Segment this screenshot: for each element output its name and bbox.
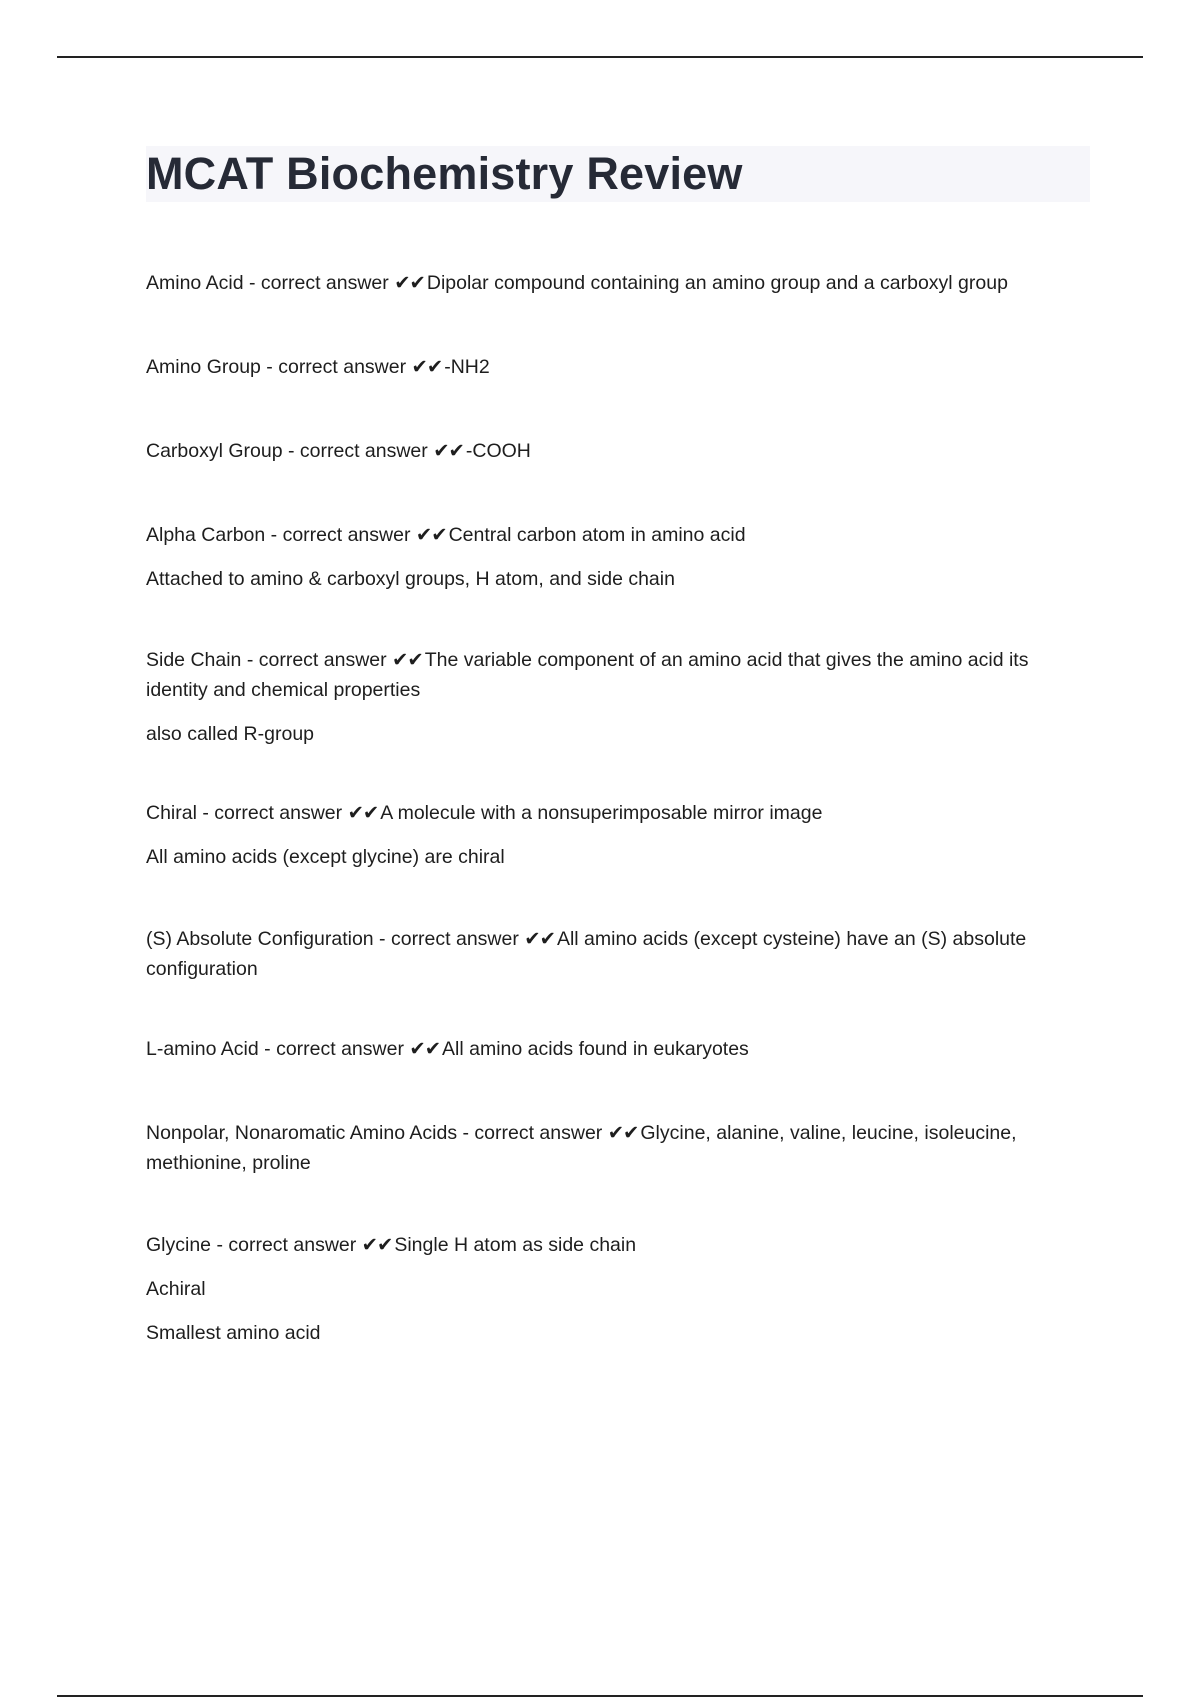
- correct-answer-label: - correct answer: [243, 272, 395, 294]
- flashcard-question-line: [146, 1118, 1090, 1178]
- double-check-icon: ✔✔: [394, 272, 425, 294]
- flashcard-entry: [146, 520, 1090, 594]
- flashcard-question-line: [146, 798, 1090, 828]
- flashcard-question-line: [146, 645, 1090, 705]
- flashcard-entry: [146, 924, 1090, 984]
- flashcard-entry: [146, 436, 1090, 466]
- double-check-icon: ✔✔: [361, 1234, 393, 1256]
- flashcard-term: Glycine: [146, 1234, 212, 1256]
- top-rule: [57, 56, 1143, 58]
- flashcard-question-line: [146, 1034, 1090, 1064]
- flashcard-term: L-amino Acid: [146, 1038, 259, 1060]
- flashcard-question-line: [146, 352, 1090, 382]
- double-check-icon: ✔✔: [347, 802, 379, 824]
- flashcard-term: Amino Group: [146, 356, 261, 378]
- flashcard-term: Alpha Carbon: [146, 524, 266, 546]
- double-check-icon: ✔✔: [415, 524, 447, 546]
- correct-answer-label: - correct answer: [258, 1038, 410, 1060]
- document-title: MCAT Biochemistry Review: [146, 148, 743, 199]
- flashcard-answer: A molecule with a nonsuperimposable mirror image: [380, 802, 823, 824]
- correct-answer-label: - correct answer: [457, 1122, 608, 1144]
- flashcard-note: Attached to amino & carboxyl groups, H atom, and side chain: [146, 568, 675, 590]
- correct-answer-label: - correct answer: [373, 928, 525, 950]
- double-check-icon: ✔✔: [392, 649, 423, 671]
- flashcard-answer: The variable component of an amino acid that gives the amino acid its identity and chemical properties: [146, 649, 1029, 701]
- flashcard-note: also called R-group: [146, 723, 315, 745]
- flashcard-answer: Dipolar compound containing an amino group and a carboxyl group: [426, 272, 1008, 294]
- flashcard-entry: [146, 1230, 1090, 1348]
- double-check-icon: ✔✔: [607, 1122, 639, 1144]
- flashcard-note: Smallest amino acid: [146, 1322, 321, 1344]
- flashcard-question-line: [146, 268, 1090, 298]
- flashcard-question-line: [146, 1230, 1090, 1260]
- double-check-icon: ✔✔: [409, 1038, 441, 1060]
- flashcard-entry: [146, 268, 1090, 298]
- flashcard-answer: All amino acids found in eukaryotes: [442, 1038, 749, 1060]
- correct-answer-label: - correct answer: [282, 440, 434, 462]
- correct-answer-label: - correct answer: [260, 356, 412, 378]
- flashcard-question-line: [146, 520, 1090, 550]
- flashcard-note: All amino acids (except glycine) are chiral: [146, 846, 505, 868]
- flashcard-entry: [146, 798, 1090, 872]
- correct-answer-label: - correct answer: [211, 1234, 362, 1256]
- flashcard-answer: Glycine, alanine, valine, leucine, isoleucine, methionine, proline: [146, 1122, 1017, 1174]
- flashcard-question-line: [146, 436, 1090, 466]
- double-check-icon: ✔✔: [433, 440, 464, 462]
- flashcard-note: Achiral: [146, 1278, 206, 1300]
- flashcard-term: Nonpolar, Nonaromatic Amino Acids: [146, 1122, 458, 1144]
- flashcard-answer: -NH2: [444, 356, 490, 378]
- document-page: [146, 146, 1090, 1344]
- flashcard-answer: Central carbon atom in amino acid: [448, 524, 746, 546]
- flashcard-term: Side Chain: [146, 649, 242, 671]
- flashcard-entry: [146, 1034, 1090, 1064]
- double-check-icon: ✔✔: [524, 928, 555, 950]
- flashcard-answer: Single H atom as side chain: [394, 1234, 637, 1256]
- flashcard-entry: [146, 1118, 1090, 1178]
- flashcard-term: (S) Absolute Configuration: [146, 928, 374, 950]
- flashcard-question-line: [146, 924, 1090, 984]
- flashcard-entry: [146, 645, 1090, 749]
- flashcard-term: Carboxyl Group: [146, 440, 283, 462]
- correct-answer-label: - correct answer: [241, 649, 393, 671]
- double-check-icon: ✔✔: [411, 356, 443, 378]
- flashcard-answer: -COOH: [465, 440, 531, 462]
- correct-answer-label: - correct answer: [196, 802, 348, 824]
- flashcard-term: Amino Acid: [146, 272, 244, 294]
- flashcard-answer: All amino acids (except cysteine) have an (S) absolute configuration: [146, 928, 1027, 980]
- flashcard-term: Chiral: [146, 802, 197, 824]
- correct-answer-label: - correct answer: [265, 524, 416, 546]
- title-banner: [146, 146, 1090, 202]
- flashcard-entry: [146, 352, 1090, 382]
- bottom-rule: [57, 1695, 1143, 1697]
